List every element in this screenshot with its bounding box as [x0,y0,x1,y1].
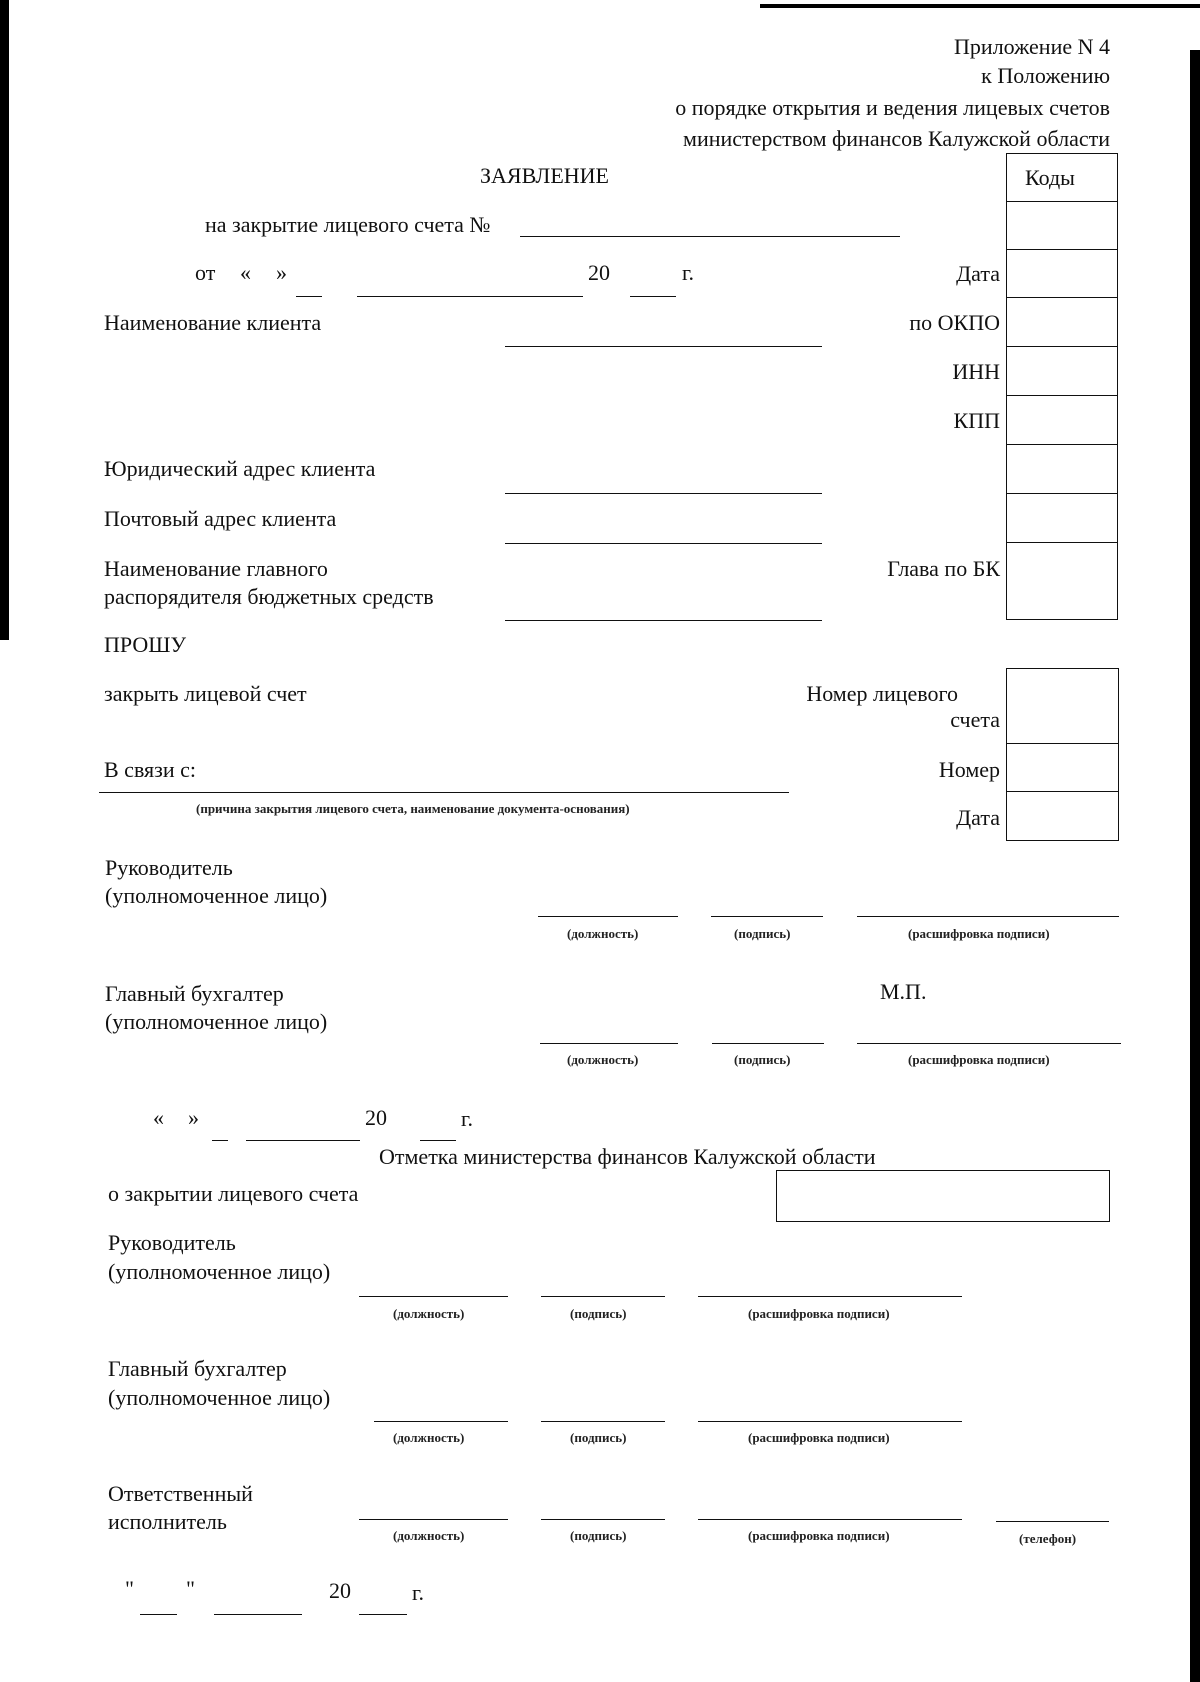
account-number-label-1: Номер лицевого [806,681,958,706]
head-decoding-caption: (расшифровка подписи) [908,926,1050,941]
ministry-chief-position-caption: (должность) [393,1430,465,1445]
code-cell-inn[interactable] [1006,346,1118,396]
reason-line[interactable] [99,792,789,793]
ministry-chief-decoding-caption: (расшифровка подписи) [748,1430,890,1445]
scan-left-edge [0,0,9,640]
head-signature-caption: (подпись) [734,926,791,941]
header-line-2: к Положению [981,63,1110,88]
label-grbs-line-2: распорядителя бюджетных средств [104,584,434,609]
date-quote-close: » [276,260,287,285]
executor-signature-caption: (подпись) [570,1528,627,1543]
ministry-head-decoding-caption: (расшифровка подписи) [748,1306,890,1321]
code-cell-date[interactable] [1006,249,1118,298]
code-cell-okpo[interactable] [1006,297,1118,347]
reason-number-label: Номер [938,757,1000,782]
code-label-date: Дата [956,261,1000,286]
executor-position-caption: (должность) [393,1528,465,1543]
date-from: от [195,260,216,285]
chief-label-1: Главный бухгалтер [105,981,284,1006]
date-month-line[interactable] [357,296,583,297]
account-number-line[interactable] [520,236,900,237]
ministry-chief-decoding-line[interactable] [698,1421,962,1422]
head-position-caption: (должность) [567,926,639,941]
executor-phone-line[interactable] [996,1521,1109,1522]
prosh-label: ПРОШУ [104,632,187,657]
head-label-2: (уполномоченное лицо) [105,883,328,908]
chief-position-line[interactable] [540,1043,678,1044]
executor-label-1: Ответственный [108,1481,253,1506]
chief-signature-caption: (подпись) [734,1052,791,1067]
label-client-name: Наименование клиента [104,310,322,335]
date-quote-open: « [240,260,251,285]
date-year-suffix: г. [682,260,695,285]
date2-year-prefix: 20 [365,1105,387,1130]
header-line-4: министерством финансов Калужской области [683,126,1110,151]
head-signature-line[interactable] [711,916,823,917]
code-cell-legal[interactable] [1006,444,1118,494]
date2-month-line[interactable] [246,1140,360,1141]
head-decoding-line[interactable] [857,916,1119,917]
date3-year-prefix: 20 [329,1578,351,1603]
date-day-line[interactable] [296,296,322,297]
date-year-line[interactable] [630,296,676,297]
account-number-label-2: счета [950,707,1000,732]
grbs-line[interactable] [505,620,822,621]
ministry-chief-position-line[interactable] [374,1421,508,1422]
ministry-head-signature-caption: (подпись) [570,1306,627,1321]
in-connection-label: В связи с: [104,757,196,782]
reason-date-label: Дата [956,805,1000,830]
executor-signature-line[interactable] [541,1519,665,1520]
ministry-head-position-caption: (должность) [393,1306,465,1321]
date3-year-line[interactable] [359,1614,407,1615]
date2-year-suffix: г. [461,1106,474,1131]
date3-month-line[interactable] [214,1614,302,1615]
ministry-head-label-2: (уполномоченное лицо) [108,1259,331,1284]
ministry-chief-signature-line[interactable] [541,1421,665,1422]
ministry-head-label-1: Руководитель [108,1230,236,1255]
ministry-head-signature-line[interactable] [541,1296,665,1297]
code-cell-glava[interactable] [1006,542,1118,620]
date3-quote-close: " [186,1576,195,1601]
executor-decoding-line[interactable] [698,1519,962,1520]
chief-decoding-line[interactable] [857,1043,1121,1044]
ministry-head-decoding-line[interactable] [698,1296,962,1297]
executor-phone-caption: (телефон) [1019,1531,1077,1546]
legal-address-line[interactable] [505,493,822,494]
chief-decoding-caption: (расшифровка подписи) [908,1052,1050,1067]
chief-label-2: (уполномоченное лицо) [105,1009,328,1034]
account-number-cell[interactable] [1006,668,1119,744]
client-name-line[interactable] [505,346,822,347]
head-position-line[interactable] [538,916,678,917]
reason-date-cell[interactable] [1006,791,1119,841]
stamp-placeholder: М.П. [880,979,927,1004]
ministry-chief-label-1: Главный бухгалтер [108,1356,287,1381]
date2-year-line[interactable] [420,1140,456,1141]
executor-position-line[interactable] [359,1519,508,1520]
ministry-closing-label: о закрытии лицевого счета [108,1181,359,1206]
scan-right-edge [1190,50,1200,1682]
date3-year-suffix: г. [412,1580,425,1605]
ministry-closing-box[interactable] [776,1170,1110,1222]
code-label-glava: Глава по БК [887,556,1000,581]
code-label-okpo: по ОКПО [909,310,1000,335]
date2-day-line[interactable] [212,1140,228,1141]
head-label-1: Руководитель [105,855,233,880]
code-cell-kpp[interactable] [1006,395,1118,445]
reason-number-cell[interactable] [1006,743,1119,792]
subtitle: на закрытие лицевого счета № [205,212,491,237]
label-legal-address: Юридический адрес клиента [104,456,376,481]
ministry-chief-signature-caption: (подпись) [570,1430,627,1445]
chief-signature-line[interactable] [712,1043,824,1044]
date2-quote-close: » [188,1105,199,1130]
ministry-chief-label-2: (уполномоченное лицо) [108,1385,331,1410]
reason-caption: (причина закрытия лицевого счета, наименование документа-основания) [196,801,630,816]
date2-quote-open: « [153,1105,164,1130]
code-cell-account[interactable] [1006,201,1118,250]
ministry-mark-title: Отметка министерства финансов Калужской области [379,1144,876,1169]
close-account-label: закрыть лицевой счет [104,681,307,706]
code-cell-postal[interactable] [1006,493,1118,543]
code-label-kpp: КПП [953,408,1000,433]
executor-decoding-caption: (расшифровка подписи) [748,1528,890,1543]
date-year-prefix: 20 [588,260,610,285]
date3-quote-open: " [125,1576,134,1601]
ministry-head-position-line[interactable] [359,1296,508,1297]
header-line-1: Приложение N 4 [954,34,1110,59]
code-label-inn: ИНН [952,359,1000,384]
scan-top-bar [760,4,1200,8]
executor-label-2: исполнитель [108,1509,227,1534]
label-grbs-line-1: Наименование главного [104,556,328,581]
codes-header: Коды [1025,165,1075,190]
header-line-3: о порядке открытия и ведения лицевых счетов [675,95,1110,120]
document-title: ЗАЯВЛЕНИЕ [480,163,609,188]
date3-day-line[interactable] [140,1614,177,1615]
label-postal-address: Почтовый адрес клиента [104,506,337,531]
chief-position-caption: (должность) [567,1052,639,1067]
postal-address-line[interactable] [505,543,822,544]
